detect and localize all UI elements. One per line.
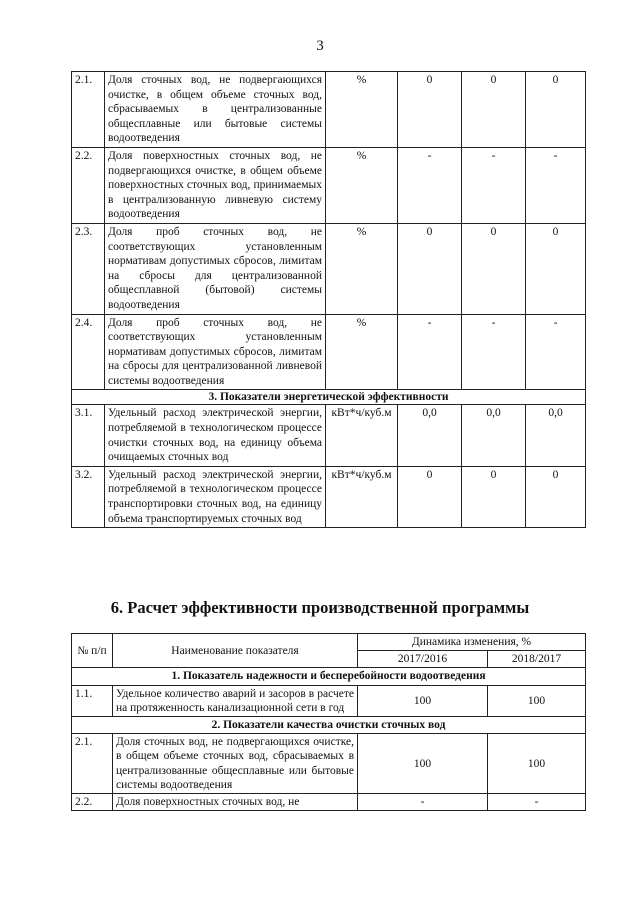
row-number: 2.2. — [72, 147, 105, 223]
unit-cell: % — [326, 147, 398, 223]
value-cell: 0 — [462, 466, 526, 527]
value-cell: 100 — [488, 685, 586, 716]
table-row — [72, 72, 586, 148]
section-row — [72, 668, 586, 685]
value-cell: 0 — [462, 223, 526, 314]
row-number: 2.1. — [72, 72, 105, 148]
section-title: 3. Показатели энергетической эффективности — [72, 390, 586, 405]
table-row — [72, 147, 586, 223]
header-row — [72, 634, 586, 651]
indicator-name: Удельный расход электрической энергии, потребляемой в технологическом процессе транспортировки сточных вод, на единицу объема транспортируемых сточных вод — [105, 466, 326, 527]
value-cell: - — [358, 794, 488, 811]
table-row — [72, 314, 586, 390]
efficiency-table — [71, 633, 586, 811]
table-row — [72, 794, 586, 811]
value-cell: - — [398, 314, 462, 390]
section-row — [72, 717, 586, 734]
table-row — [72, 223, 586, 314]
row-number: 3.1. — [72, 405, 105, 466]
value-cell: 100 — [488, 734, 586, 794]
value-cell: - — [462, 147, 526, 223]
table-row — [72, 685, 586, 716]
value-cell: 0 — [398, 466, 462, 527]
value-cell: 0,0 — [526, 405, 586, 466]
indicator-name: Удельное количество аварий и засоров в расчете на протяженность канализационной сети в год — [113, 685, 358, 716]
value-cell: - — [526, 147, 586, 223]
header-name: Наименование показателя — [113, 634, 358, 668]
table-row — [72, 734, 586, 794]
unit-cell: % — [326, 314, 398, 390]
value-cell: 0 — [526, 223, 586, 314]
page-number: 3 — [316, 38, 324, 54]
value-cell: - — [488, 794, 586, 811]
unit-cell: % — [326, 72, 398, 148]
value-cell: - — [462, 314, 526, 390]
value-cell: 0 — [462, 72, 526, 148]
value-cell: 0,0 — [398, 405, 462, 466]
header-dynamics: Динамика изменения, % — [358, 634, 586, 651]
value-cell: 0 — [398, 223, 462, 314]
value-cell: 0 — [526, 466, 586, 527]
header-number: № п/п — [72, 634, 113, 668]
indicator-name: Доля проб сточных вод, не соответствующих установленным нормативам допустимых сбросов, лимитам на сбросы для централизованной ливневой системы водоотведения — [105, 314, 326, 390]
unit-cell: % — [326, 223, 398, 314]
indicator-name: Удельный расход электрической энергии, потребляемой в технологическом процессе очистки сточных вод, на единицу объема очищаемых сточных вод — [105, 405, 326, 466]
table-row — [72, 405, 586, 466]
header-period: 2017/2016 — [358, 651, 488, 668]
value-cell: 100 — [358, 734, 488, 794]
value-cell: - — [526, 314, 586, 390]
unit-cell: кВт*ч/куб.м — [326, 466, 398, 527]
indicator-name: Доля поверхностных сточных вод, не подвергающихся очистке, в общем объеме поверхностных сточных вод, принимаемых в централизованную ливневую систему водоотведения — [105, 147, 326, 223]
value-cell: 0 — [398, 72, 462, 148]
value-cell: 100 — [358, 685, 488, 716]
section-row — [72, 390, 586, 405]
table-row — [72, 466, 586, 527]
section-title: 2. Показатели качества очистки сточных вод — [72, 717, 586, 734]
row-number: 2.4. — [72, 314, 105, 390]
indicator-name: Доля поверхностных сточных вод, не — [113, 794, 358, 811]
value-cell: 0 — [526, 72, 586, 148]
value-cell: - — [398, 147, 462, 223]
indicator-name: Доля проб сточных вод, не соответствующих установленным нормативам допустимых сбросов, лимитам на сбросы для централизованной общесплавной (бытовой) системы водоотведения — [105, 223, 326, 314]
row-number: 3.2. — [72, 466, 105, 527]
value-cell: 0,0 — [462, 405, 526, 466]
indicator-name: Доля сточных вод, не подвергающихся очистке, в общем объеме сточных вод, сбрасываемых в централизованные общесплавные или бытовые системы водоотведения — [105, 72, 326, 148]
unit-cell: кВт*ч/куб.м — [326, 405, 398, 466]
section-heading: 6. Расчет эффективности производственной программы — [110, 598, 530, 617]
row-number: 2.3. — [72, 223, 105, 314]
row-number: 1.1. — [72, 685, 113, 716]
section-title: 1. Показатель надежности и бесперебойности водоотведения — [72, 668, 586, 685]
indicator-name: Доля сточных вод, не подвергающихся очистке, в общем объеме сточных вод, сбрасываемых в централизованные общесплавные или бытовые системы водоотведения — [113, 734, 358, 794]
header-period: 2018/2017 — [488, 651, 586, 668]
row-number: 2.2. — [72, 794, 113, 811]
row-number: 2.1. — [72, 734, 113, 794]
indicators-table — [71, 71, 586, 528]
